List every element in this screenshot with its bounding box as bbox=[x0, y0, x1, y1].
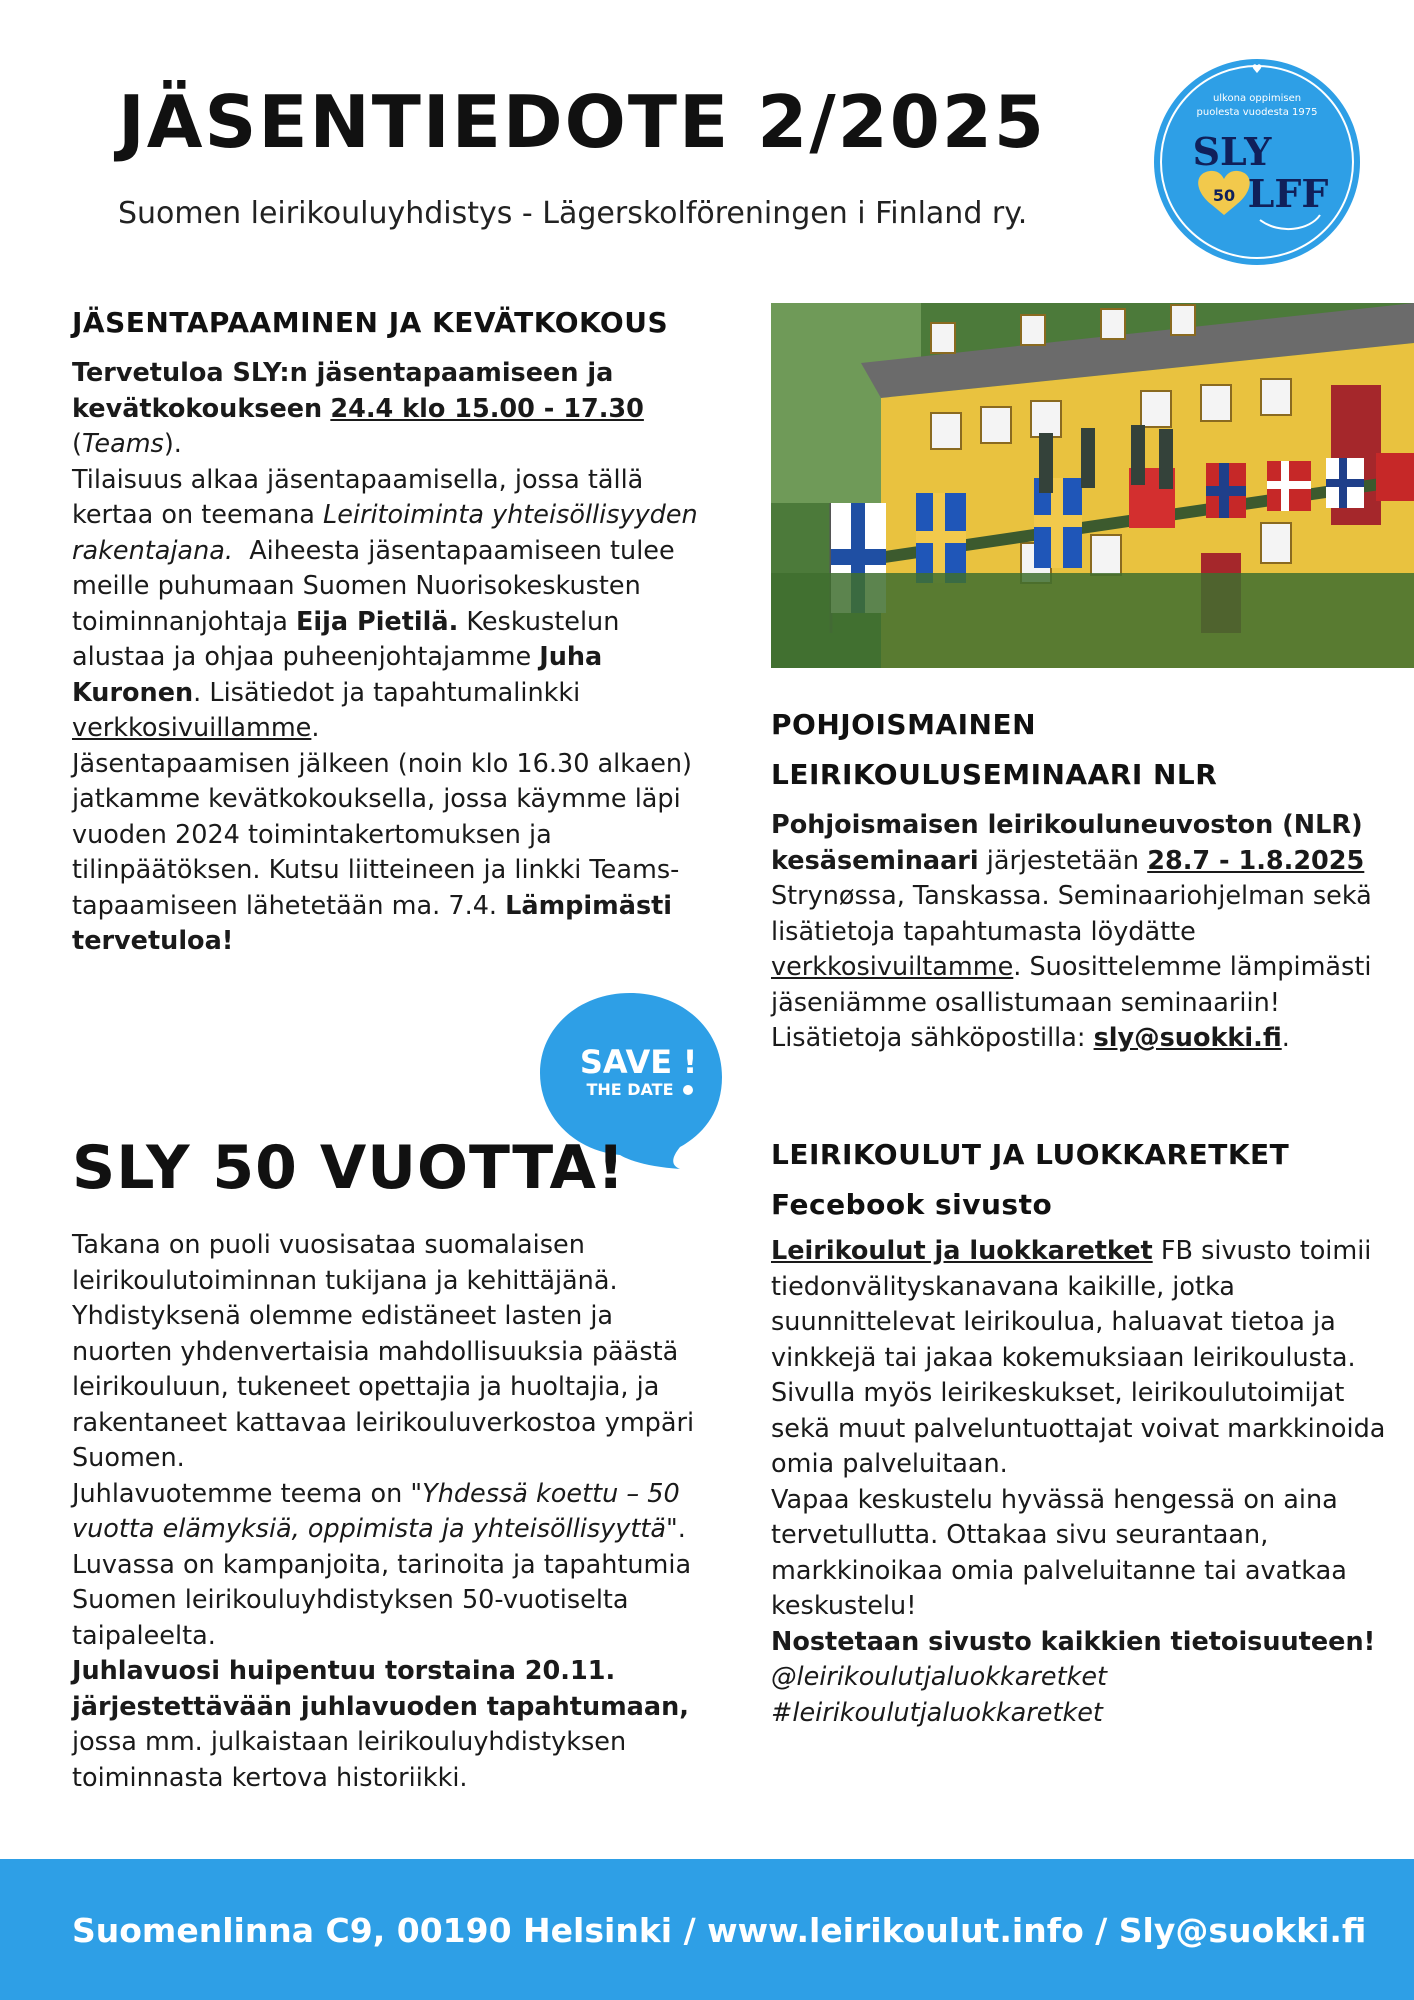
meeting-intro bbox=[72, 356, 712, 463]
facebook-heading-1: LEIRIKOULUT JA LUOKKARETKET bbox=[771, 1138, 1290, 1171]
sly-lff-logo bbox=[1150, 55, 1365, 270]
logo-badge-number: 50 bbox=[1212, 186, 1236, 205]
meeting-p2: Aiheesta jäsentapaamiseen tulee meille puhumaan Suomen Nuorisokeskusten toiminnanjohtaja bbox=[72, 535, 675, 637]
meeting-website-link[interactable]: verkkosivuillamme bbox=[72, 713, 312, 743]
anniversary-p1: Takana on puoli vuosisataa suomalaisen leirikoulutoiminnan tukijana ja kehittäjänä. Yhdistyksenä olemme edistäneet lasten ja nuorten yhdenvertaisia mahdollisuuksia päästä leirikouluun, tukeneet opettajia ja huoltajia, ja rakentaneet kattavaa leirikouluverkostoa ympäri Suomen. bbox=[72, 1230, 695, 1473]
logo-letters-1: SLY bbox=[1192, 129, 1272, 174]
nlr-p4: . bbox=[1281, 1023, 1290, 1053]
logo-top-text-1: ulkona oppimisen bbox=[1212, 93, 1302, 104]
anniversary-p2-end: ". Luvassa on kampanjoita, tarinoita ja tapahtumia Suomen leirikouluyhdistyksen 50-vuotiselta taipaleelta. bbox=[72, 1514, 692, 1651]
meeting-speaker: Eija Pietilä. bbox=[296, 606, 459, 637]
logo-top-text-2: puolesta vuodesta 1975 bbox=[1196, 107, 1318, 118]
nlr-p2: Strynøssa, Tanskassa. Seminaariohjelman sekä lisätietoja tapahtumasta löydätte bbox=[771, 881, 1372, 947]
facebook-p1: FB sivusto toimii tiedonvälityskanavana kaikille, jotka suunnittelevat leirikoulua, haluavat tietoa ja vinkkejä tai jakaa kokemuksiaan leirikoulusta. Sivulla myös leirikeskukset, leirikoulutoimijat sekä muut palveluntuottajat voivat markkinoida omia palveluitaan. bbox=[771, 1236, 1386, 1479]
meeting-theme: Leiritoiminta yhteisöllisyyden rakentajana. bbox=[72, 500, 698, 566]
page-title: JÄSENTIEDOTE 2/2025 bbox=[118, 80, 1047, 164]
nlr-date: 28.7 - 1.8.2025 bbox=[1147, 845, 1365, 876]
footer-bar bbox=[0, 1859, 1414, 2000]
meeting-p5: . bbox=[311, 713, 320, 743]
meeting-teams-open: ( bbox=[72, 429, 82, 459]
meeting-body bbox=[72, 463, 712, 747]
nlr-heading-1: POHJOISMAINEN bbox=[771, 708, 1037, 741]
meeting-p3: Keskustelun alustaa ja ohjaa puheenjohtajamme bbox=[72, 606, 620, 672]
anniversary-p3 bbox=[72, 1654, 712, 1796]
nlr-p1: järjestetään bbox=[986, 845, 1140, 876]
the-date-text: THE DATE bbox=[586, 1080, 674, 1099]
exclamation-mark: ! bbox=[682, 1043, 698, 1081]
facebook-hashtag: #leirikoulutjaluokkaretket bbox=[771, 1697, 1103, 1728]
nlr-bold: Pohjoismaisen leirikouluneuvoston (NLR) kesäseminaari bbox=[771, 810, 1363, 876]
anniversary-section bbox=[72, 1228, 712, 1796]
facebook-heading-2: Fecebook sivusto bbox=[771, 1188, 1053, 1221]
anniversary-p3-text: jossa mm. julkaistaan leirikouluyhdistyksen toiminnasta kertova historiikki. bbox=[72, 1727, 627, 1793]
meeting-closing: Lämpimästi tervetuloa! bbox=[72, 890, 673, 956]
meeting-p1: Tilaisuus alkaa jäsentapaamisella, jossa tällä kertaa on teemana bbox=[72, 464, 644, 530]
nlr-website-link[interactable]: verkkosivuiltamme bbox=[771, 952, 1014, 982]
nlr-email-link[interactable]: sly@suokki.fi bbox=[1093, 1023, 1282, 1053]
nlr-body bbox=[771, 808, 1391, 1057]
anniversary-p2-start: Juhlavuotemme teema on " bbox=[72, 1478, 423, 1509]
photo-building-flags bbox=[771, 303, 1414, 668]
facebook-handle: @leirikoulutjaluokkaretket bbox=[771, 1662, 1108, 1692]
meeting-date: 24.4 klo 15.00 - 17.30 bbox=[330, 393, 644, 424]
meeting-teams-close: ). bbox=[163, 429, 182, 459]
logo-letters-2: LFF bbox=[1247, 171, 1329, 216]
save-text: SAVE bbox=[579, 1043, 673, 1081]
facebook-p2: Vapaa keskustelu hyvässä hengessä on aina tervetullutta. Ottakaa sivu seurantaan, markkinoikaa omia palveluitanne tai avatkaa keskustelu! bbox=[771, 1484, 1347, 1621]
meeting-p6: Jäsentapaamisen jälkeen (noin klo 16.30 alkaen) jatkamme kevätkokouksella, jossa käymme läpi vuoden 2024 toimintakertomuksen ja tilinpäätöksen. Kutsu liitteineen ja linkki Teams-tapaamiseen lähetetään ma. 7.4. bbox=[72, 748, 692, 921]
logo-heart-icon: ♥ bbox=[1251, 62, 1263, 76]
anniversary-theme: Yhdessä koettu – 50 vuotta elämyksiä, oppimista ja yhteisöllisyyttä bbox=[72, 1478, 680, 1544]
footer-contact: Suomenlinna C9, 00190 Helsinki / www.leirikoulut.info / Sly@suokki.fi bbox=[72, 1911, 1367, 1950]
meeting-teams: Teams bbox=[81, 429, 164, 459]
page-subtitle: Suomen leirikouluyhdistys - Lägerskolföreningen i Finland ry. bbox=[118, 196, 1028, 231]
meeting-body-2 bbox=[72, 747, 712, 960]
nlr-heading-2: LEIRIKOULUSEMINAARI NLR bbox=[771, 758, 1218, 791]
meeting-section bbox=[72, 298, 712, 960]
anniversary-highlight: Juhlavuosi huipentuu torstaina 20.11. järjestettävään juhlavuoden tapahtumaan, bbox=[72, 1656, 689, 1722]
facebook-page-link[interactable]: Leirikoulut ja luokkaretket bbox=[771, 1236, 1153, 1266]
nlr-section bbox=[771, 700, 1391, 1057]
meeting-p4: . Lisätiedot ja tapahtumalinkki bbox=[193, 677, 581, 708]
facebook-body bbox=[771, 1234, 1391, 1483]
facebook-section bbox=[771, 1130, 1391, 1731]
meeting-heading: JÄSENTAPAAMINEN JA KEVÄTKOKOUS bbox=[72, 306, 669, 339]
nlr-p3: . Suosittelemme lämpimästi jäseniämme osallistumaan seminaariin! Lisätietoja sähköpostilla: bbox=[771, 952, 1372, 1053]
meeting-chair: Juha Kuronen bbox=[72, 642, 603, 708]
anniversary-p2 bbox=[72, 1477, 712, 1655]
anniversary-heading: SLY 50 VUOTTA! bbox=[72, 1133, 626, 1203]
meeting-intro-bold: Tervetuloa SLY:n jäsentapaamiseen ja kevätkokoukseen bbox=[72, 358, 614, 424]
facebook-call: Nostetaan sivusto kaikkien tietoisuuteen! bbox=[771, 1626, 1376, 1657]
